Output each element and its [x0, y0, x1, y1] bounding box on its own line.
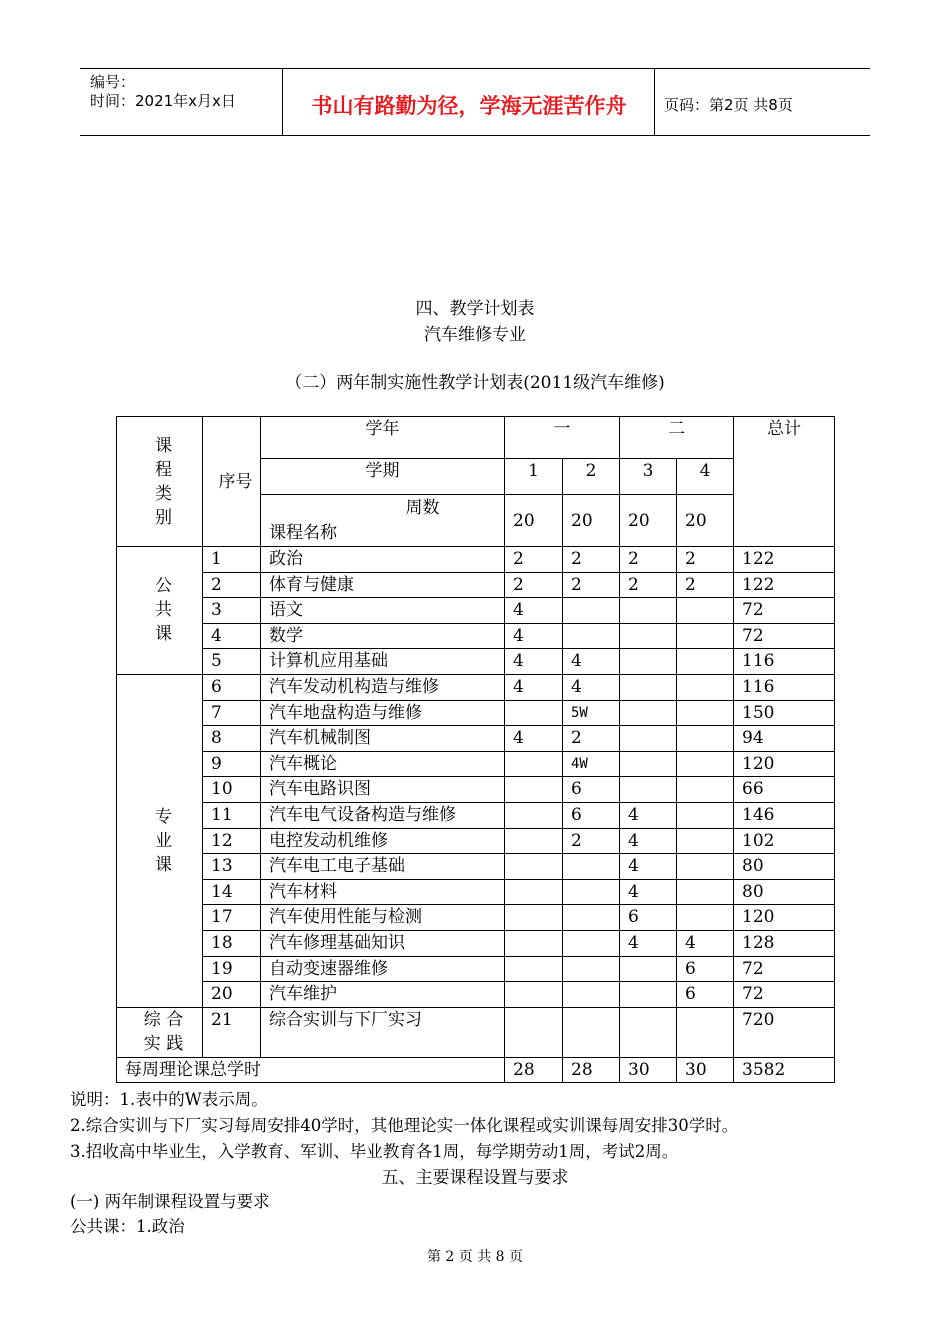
semester-hours — [620, 1007, 677, 1057]
semester-2: 2 — [563, 459, 620, 495]
row-number: 13 — [203, 854, 261, 880]
semester-hours: 4 — [563, 649, 620, 675]
semester-hours — [563, 598, 620, 624]
course-name-label: 课程名称 — [269, 523, 337, 543]
table-row — [117, 930, 835, 956]
table-row — [117, 777, 835, 803]
semester-hours: 5W — [563, 700, 620, 726]
weeks-3: 20 — [620, 495, 677, 547]
semester-hours — [563, 956, 620, 982]
semester-hours — [505, 879, 563, 905]
semester-hours: 4 — [505, 623, 563, 649]
semester-hours — [677, 777, 734, 803]
row-number: 7 — [203, 700, 261, 726]
semester-hours — [677, 598, 734, 624]
category-header-char: 类 — [155, 483, 172, 504]
row-number: 11 — [203, 802, 261, 828]
table-caption: （二）两年制实施性教学计划表(2011级汽车维修) — [285, 373, 665, 393]
row-number: 8 — [203, 726, 261, 752]
table-row — [117, 751, 835, 777]
section-subtitle: 汽车维修专业 — [424, 325, 526, 345]
table-row — [117, 572, 835, 598]
weeks-course-header — [261, 495, 505, 547]
header-motto: 书山有路勤为径，学海无涯苦作舟 — [311, 94, 627, 118]
category-header-char: 别 — [155, 507, 172, 528]
course-name: 计算机应用基础 — [261, 649, 505, 675]
semester-hours — [563, 930, 620, 956]
semester-hours — [505, 700, 563, 726]
row-number: 4 — [203, 623, 261, 649]
category-cell — [117, 1007, 203, 1057]
semester-hours — [677, 700, 734, 726]
semester-hours: 2 — [563, 828, 620, 854]
total-hours: 116 — [734, 674, 835, 700]
note-3: 3.招收高中毕业生，入学教育、军训、毕业教育各1周，每学期劳动1周，考试2周。 — [70, 1142, 679, 1161]
semester-hours — [563, 905, 620, 931]
semester-hours — [677, 751, 734, 777]
header-code-label: 编号： — [90, 73, 136, 91]
total-header: 总计 — [734, 417, 835, 547]
course-name: 数学 — [261, 623, 505, 649]
semester-1: 1 — [505, 459, 563, 495]
semester-hours: 4 — [620, 802, 677, 828]
total-hours: 102 — [734, 828, 835, 854]
semester-hours — [563, 623, 620, 649]
category-header-char: 程 — [155, 459, 172, 480]
total-hours: 120 — [734, 905, 835, 931]
total-hours: 146 — [734, 802, 835, 828]
table-row — [117, 828, 835, 854]
semester-hours — [677, 802, 734, 828]
total-hours: 122 — [734, 547, 835, 573]
category-char: 公 — [155, 576, 172, 597]
course-name: 汽车维护 — [261, 982, 505, 1008]
category-line: 实 践 — [143, 1034, 184, 1055]
semester-hours — [505, 751, 563, 777]
summary-row — [117, 1057, 835, 1083]
note-1: 说明：1.表中的W表示周。 — [70, 1090, 268, 1109]
semester-hours — [505, 956, 563, 982]
table-row — [117, 905, 835, 931]
semester-hours: 6 — [677, 956, 734, 982]
category-header-char: 课 — [155, 435, 172, 456]
course-name: 汽车机械制图 — [261, 726, 505, 752]
semester-hours — [620, 956, 677, 982]
table-row — [117, 700, 835, 726]
course-name: 汽车电路识图 — [261, 777, 505, 803]
row-number: 5 — [203, 649, 261, 675]
semester-hours — [677, 1007, 734, 1057]
semester-hours — [677, 674, 734, 700]
semester-hours — [677, 649, 734, 675]
semester-hours — [677, 854, 734, 880]
table-row — [117, 802, 835, 828]
summary-hours: 30 — [620, 1057, 677, 1083]
semester-hours: 2 — [505, 547, 563, 573]
summary-hours: 28 — [563, 1057, 620, 1083]
semester-hours: 2 — [563, 547, 620, 573]
table-row — [117, 956, 835, 982]
semester-hours — [563, 854, 620, 880]
total-hours: 72 — [734, 982, 835, 1008]
table-row — [117, 726, 835, 752]
semester-hours — [505, 828, 563, 854]
semester-hours: 2 — [505, 572, 563, 598]
row-number: 6 — [203, 674, 261, 700]
semester-hours — [505, 982, 563, 1008]
header-bottom-rule — [80, 135, 870, 136]
semester-hours — [505, 777, 563, 803]
semester-hours: 4 — [677, 930, 734, 956]
total-hours: 128 — [734, 930, 835, 956]
course-name: 语文 — [261, 598, 505, 624]
course-name: 体育与健康 — [261, 572, 505, 598]
table-row — [117, 879, 835, 905]
semester-hours — [677, 879, 734, 905]
semester-hours: 4 — [620, 854, 677, 880]
year-header: 学年 — [261, 417, 505, 459]
semester-hours: 2 — [677, 547, 734, 573]
category-char: 业 — [155, 830, 172, 851]
semester-hours: 4 — [620, 828, 677, 854]
semester-hours — [620, 982, 677, 1008]
weeks-2: 20 — [563, 495, 620, 547]
semester-hours: 4 — [620, 879, 677, 905]
semester-hours: 4 — [505, 726, 563, 752]
year-one-header: 一 — [505, 417, 620, 459]
semester-hours — [505, 802, 563, 828]
header-time-label: 时间：2021年x月x日 — [90, 92, 236, 110]
semester-hours — [563, 982, 620, 1008]
row-number: 14 — [203, 879, 261, 905]
category-char: 专 — [155, 806, 172, 827]
semester-hours — [620, 649, 677, 675]
table-row — [117, 649, 835, 675]
weeks-4: 20 — [677, 495, 734, 547]
row-number: 9 — [203, 751, 261, 777]
semester-hours: 4 — [563, 674, 620, 700]
header-divider-left — [282, 68, 283, 136]
page-footer: 第 2 页 共 8 页 — [426, 1249, 524, 1265]
semester-hours: 4 — [505, 598, 563, 624]
semester-header: 学期 — [261, 459, 505, 495]
table-row — [117, 854, 835, 880]
total-hours: 80 — [734, 854, 835, 880]
total-hours: 122 — [734, 572, 835, 598]
row-number: 17 — [203, 905, 261, 931]
header-divider-right — [654, 68, 655, 136]
summary-hours: 28 — [505, 1057, 563, 1083]
semester-hours — [677, 726, 734, 752]
semester-hours — [677, 828, 734, 854]
semester-hours — [505, 930, 563, 956]
course-name: 汽车地盘构造与维修 — [261, 700, 505, 726]
category-char: 共 — [155, 600, 172, 621]
course-name: 自动变速器维修 — [261, 956, 505, 982]
category-char: 课 — [155, 854, 172, 875]
course-name: 汽车电气设备构造与维修 — [261, 802, 505, 828]
semester-hours: 4 — [505, 649, 563, 675]
semester-hours — [505, 1007, 563, 1057]
row-number: 1 — [203, 547, 261, 573]
course-name: 综合实训与下厂实习 — [261, 1007, 505, 1057]
total-hours: 66 — [734, 777, 835, 803]
semester-3: 3 — [620, 459, 677, 495]
course-name: 汽车使用性能与检测 — [261, 905, 505, 931]
semester-hours — [620, 598, 677, 624]
category-cell — [117, 674, 203, 1007]
table-row — [117, 623, 835, 649]
semester-hours: 4 — [505, 674, 563, 700]
semester-hours — [620, 726, 677, 752]
teaching-plan-table — [116, 416, 835, 1083]
course-name: 汽车发动机构造与维修 — [261, 674, 505, 700]
course-name: 政治 — [261, 547, 505, 573]
seq-header: 序号 — [203, 417, 261, 547]
semester-hours — [620, 623, 677, 649]
semester-hours — [620, 674, 677, 700]
summary-total: 3582 — [734, 1057, 835, 1083]
year-two-header: 二 — [620, 417, 734, 459]
section-five-title: 五、主要课程设置与要求 — [381, 1168, 569, 1188]
category-line: 综 合 — [143, 1010, 184, 1031]
category-cell — [117, 547, 203, 675]
table-row — [117, 598, 835, 624]
weeks-1: 20 — [505, 495, 563, 547]
category-header — [117, 417, 203, 547]
semester-hours — [505, 854, 563, 880]
table-row — [117, 1007, 835, 1057]
summary-hours: 30 — [677, 1057, 734, 1083]
semester-hours — [620, 751, 677, 777]
row-number: 20 — [203, 982, 261, 1008]
semester-hours: 4W — [563, 751, 620, 777]
semester-hours: 2 — [563, 726, 620, 752]
row-number: 10 — [203, 777, 261, 803]
note-2: 2.综合实训与下厂实习每周安排40学时，其他理论实一体化课程或实训课每周安排30学时。 — [70, 1116, 739, 1135]
row-number: 3 — [203, 598, 261, 624]
row-number: 2 — [203, 572, 261, 598]
course-name: 汽车概论 — [261, 751, 505, 777]
total-hours: 720 — [734, 1007, 835, 1057]
total-hours: 72 — [734, 956, 835, 982]
semester-hours: 2 — [677, 572, 734, 598]
semester-hours: 4 — [620, 930, 677, 956]
semester-hours — [563, 1007, 620, 1057]
semester-hours — [563, 879, 620, 905]
semester-hours — [505, 905, 563, 931]
header-top-rule — [80, 68, 870, 69]
public-course-heading: 公共课：1.政治 — [70, 1217, 185, 1236]
subsection-title: (一) 两年制课程设置与要求 — [70, 1192, 270, 1211]
total-hours: 72 — [734, 623, 835, 649]
header-page-label: 页码：第2页 共8页 — [664, 96, 793, 114]
semester-hours: 6 — [620, 905, 677, 931]
section-title: 四、教学计划表 — [415, 299, 535, 319]
weeks-label: 周数 — [405, 498, 440, 518]
total-hours: 116 — [734, 649, 835, 675]
total-hours: 120 — [734, 751, 835, 777]
semester-hours: 2 — [563, 572, 620, 598]
table-row — [117, 674, 835, 700]
semester-hours — [677, 623, 734, 649]
semester-hours: 2 — [620, 572, 677, 598]
row-number: 19 — [203, 956, 261, 982]
row-number: 21 — [203, 1007, 261, 1057]
semester-hours: 6 — [563, 802, 620, 828]
table-row — [117, 547, 835, 573]
total-hours: 72 — [734, 598, 835, 624]
semester-hours — [620, 700, 677, 726]
total-hours: 80 — [734, 879, 835, 905]
row-number: 18 — [203, 930, 261, 956]
total-hours: 94 — [734, 726, 835, 752]
course-name: 汽车材料 — [261, 879, 505, 905]
total-hours: 150 — [734, 700, 835, 726]
semester-hours: 6 — [677, 982, 734, 1008]
course-name: 汽车修理基础知识 — [261, 930, 505, 956]
semester-hours: 6 — [563, 777, 620, 803]
table-row — [117, 982, 835, 1008]
course-name: 电控发动机维修 — [261, 828, 505, 854]
semester-4: 4 — [677, 459, 734, 495]
semester-hours: 2 — [620, 547, 677, 573]
summary-label: 每周理论课总学时 — [117, 1057, 505, 1083]
semester-hours — [620, 777, 677, 803]
row-number: 12 — [203, 828, 261, 854]
category-char: 课 — [155, 624, 172, 645]
course-name: 汽车电工电子基础 — [261, 854, 505, 880]
semester-hours — [677, 905, 734, 931]
